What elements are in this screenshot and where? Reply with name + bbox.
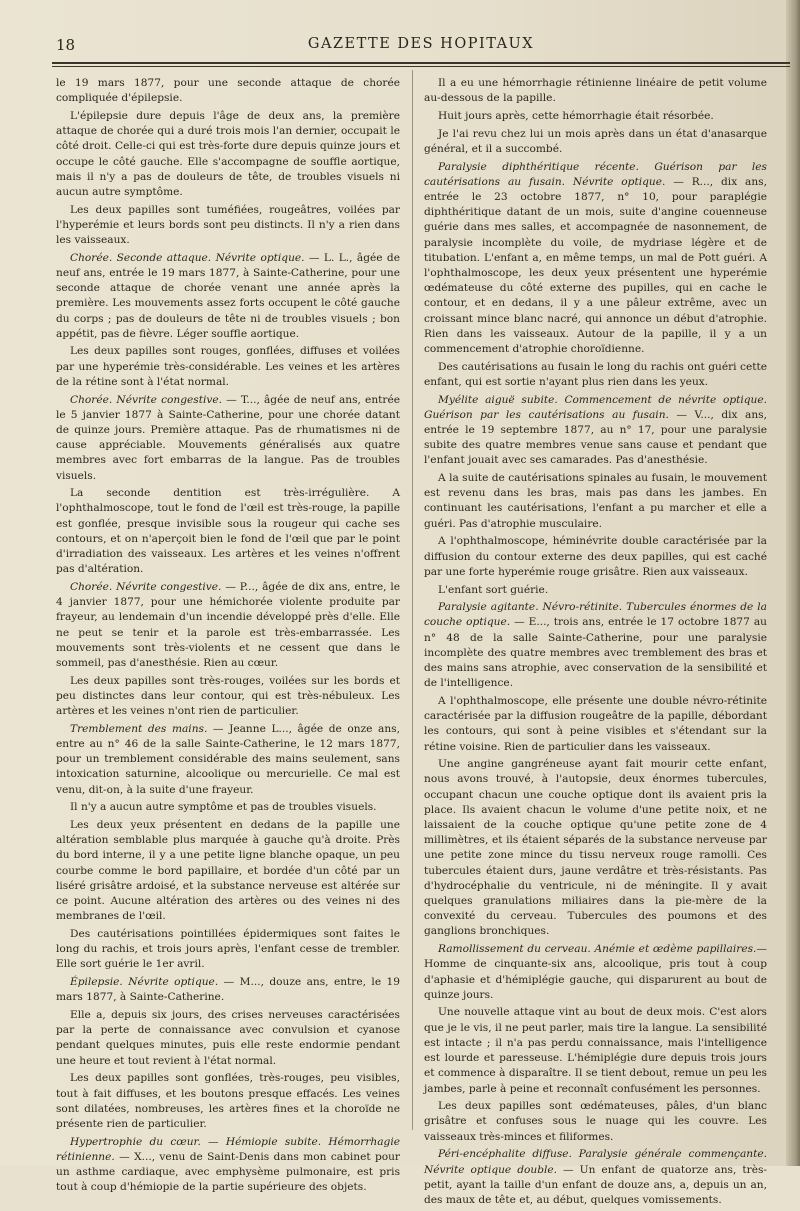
paragraph-text: L'épilepsie dure depuis l'âge de deux ans, la première attaque de chorée qui a duré trois mois l'an dernier, occupait le côté droit. Celle-ci qui est très-forte dure depuis quinze jours et occupe le côté gauche. Elle s'accompagne de souffle aortique, mais il n'y a pas de douleurs de tête, de troubles visuels ni aucun autre symptôme. bbox=[56, 109, 400, 198]
paragraph-text: A l'ophthalmoscope, héminévrite double caractérisée par la diffusion du contour externe des deux papilles, qui est caché par une forte hyperémie rouge grisâtre. Rien aux vaisseaux. bbox=[424, 535, 767, 578]
paragraph bbox=[424, 393, 767, 469]
paragraph-text: Les deux papilles sont très-rouges, voilées sur les bords et peu distinctes dans leur contour, qui est très-nébuleux. Les artères et les veines n'ont rien de particulier. bbox=[56, 674, 400, 718]
paragraph-text: — R..., dix ans, entrée le 23 octobre 1877, n° 10, pour paraplégie diphthéritique datant de un mois, suite d'angine couenneuse guérie dans mes salles, et accompagnée de nasonnement, de paralysie incomplète du voile, de mydriase légère et de titubation. L'enfant a, en même temps, un mal de Pott guéri. A l'ophthalmoscope, les deux yeux présentent une hyperémie œdémateuse du côté externe des pupilles, qui en cache le contour, et en dedans, il y a une pâleur extrême, avec un croissant mince blanc nacré, qui annonce un début d'atrophie. Rien dans les vaisseaux. Autour de la papille, il y a un commencement d'atrophie choroïdienne. bbox=[424, 175, 767, 355]
header-rule-thick bbox=[52, 62, 790, 64]
paragraph-text: le 19 mars 1877, pour une seconde attaque de chorée compliquée d'épilepsie. bbox=[56, 77, 400, 105]
header-rule-thin bbox=[52, 66, 790, 67]
paragraph bbox=[56, 580, 400, 671]
paragraph-text: L'enfant sort guérie. bbox=[438, 583, 549, 596]
paragraph bbox=[56, 203, 400, 249]
paragraph bbox=[424, 360, 767, 390]
paragraph bbox=[56, 674, 400, 720]
paragraph bbox=[56, 393, 400, 484]
paragraph-text: Des cautérisations au fusain le long du rachis ont guéri cette enfant, qui est sortie n'ayant plus rien dans les yeux. bbox=[424, 360, 767, 388]
paragraph bbox=[56, 722, 400, 798]
paragraph bbox=[424, 160, 767, 358]
case-heading: Paralysie agitante. Névro-rétinite. Tubercules énormes de la couche optique. bbox=[424, 601, 767, 629]
page-header bbox=[52, 36, 790, 60]
case-heading: Péri-encéphalite diffuse. Paralysie générale commençante. Névrite optique double. bbox=[424, 1148, 767, 1176]
paragraph-text: A l'ophthalmoscope, elle présente une double névro-rétinite caractérisée par la diffusion rougeâtre de la papille, débordant les contours, qui sont à peine visibles et s'étendant sur la rétine voisine. Rien de particulier dans les vaisseaux. bbox=[424, 694, 767, 753]
case-heading: Épilepsie. Névrite optique. bbox=[70, 976, 219, 989]
paragraph bbox=[424, 1099, 767, 1145]
paragraph-text: Les deux papilles sont gonflées, très-rouges, peu visibles, tout à fait diffuses, et les boutons presque effacés. Les veines sont dilatées, nombreuses, les artères fines et la choroïde ne présente rien de particulier. bbox=[56, 1072, 400, 1130]
left-column bbox=[56, 76, 400, 1198]
paragraph bbox=[424, 109, 767, 124]
paragraph bbox=[56, 818, 400, 924]
case-heading: Hypertrophie du cœur. — Hémiopie subite. Hémorrhagie rétinienne. bbox=[56, 1135, 400, 1163]
paragraph bbox=[424, 1005, 767, 1096]
paragraph bbox=[424, 694, 767, 755]
paragraph-text: Les deux yeux présentent en dedans de la papille une altération semblable plus marquée à gauche qu'à droite. Près du bord interne, il y a une petite ligne blanche opaque, un peu courbe comme le bord papillaire, et bordée d'un côté par un liséré grisâtre ardoisé, et la substance nerveuse est altérée sur ce point. Aucune altération des artères ou des veines ni des membranes de l'œil. bbox=[56, 819, 400, 923]
paragraph-text: Une nouvelle attaque vint au bout de deux mois. C'est alors que je le vis, il ne peut parler, mais tire la langue. La sensibilité est intacte ; il n'a pas perdu connaissance, mais l'intelligence est lourde et paresseuse. L'hémiplégie dure depuis trois jours et commence à disparaître. Il se tient debout, remue un peu les jambes, parle à peine et reconnaît confusément les personnes. bbox=[424, 1006, 767, 1095]
paragraph-text: — L. L., âgée de neuf ans, entrée le 19 mars 1877, à Sainte-Catherine, pour une seconde attaque de chorée venant une année après la première. Les mouvements assez forts occupent le côté gauche du corps ; pas de douleurs de tête ni de troubles visuels ; bon appétit, pas de fièvre. Léger souffle aortique. bbox=[56, 251, 400, 340]
case-heading: Chorée. Seconde attaque. Névrite optique. bbox=[70, 251, 305, 264]
column-divider bbox=[412, 70, 413, 1130]
paragraph-text: Des cautérisations pointillées épidermiques sont faites le long du rachis, et trois jours après, l'enfant cesse de trembler. Elle sort guérie le 1er avril. bbox=[56, 927, 400, 971]
case-heading: Ramollissement du cerveau. Anémie et œdème papillaires. bbox=[438, 943, 757, 956]
case-heading: Myélite aiguë subite. Commencement de névrite optique. Guérison par les cautérisations au fusain. bbox=[424, 393, 767, 421]
paragraph bbox=[56, 1135, 400, 1196]
case-heading: Chorée. Névrite congestive. bbox=[70, 581, 222, 593]
paragraph-text: Il n'y a aucun autre symptôme et pas de troubles visuels. bbox=[70, 801, 377, 814]
case-heading: Paralysie diphthéritique récente. Guérison par les cautérisations au fusain. Névrite optique. bbox=[424, 160, 767, 188]
paragraph-text: Les deux papilles sont tuméfiées, rougeâtres, voilées par l'hyperémie et leurs bords sont peu distincts. Il n'y a rien dans les vaisseaux. bbox=[56, 203, 400, 247]
paragraph bbox=[56, 344, 400, 390]
paragraph-text: —Homme de cinquante-six ans, alcoolique, pris tout à coup d'aphasie et d'hémiplégie gauche, qui disparurent au bout de quinze jours. bbox=[424, 943, 767, 1001]
paragraph bbox=[56, 1071, 400, 1132]
paragraph-text: Les deux papilles sont œdémateuses, pâles, d'un blanc grisâtre et confuses sous le nuage qui les couvre. Les vaisseaux très-minces et filiformes. bbox=[424, 1100, 767, 1143]
paragraph-text: Les deux papilles sont rouges, gonflées, diffuses et voilées par une hyperémie très-considérable. Les veines et les artères de la rétine sont à l'état normal. bbox=[56, 345, 400, 388]
paragraph bbox=[424, 600, 767, 691]
case-heading: Tremblement des mains. bbox=[70, 722, 208, 735]
paragraph-text: — Jeanne L..., âgée de onze ans, entre au n° 46 de la salle Sainte-Catherine, le 12 mars 1877, pour un tremblement considérable des mains seulement, sans intoxication saturnine, alcoolique ou mercurielle. Ce mal est venu, dit-on, à la suite d'une frayeur. bbox=[56, 722, 400, 796]
page-number: 18 bbox=[56, 36, 76, 54]
paragraph-text: — X..., venu de Saint-Denis dans mon cabinet pour un asthme cardiaque, avec emphysème pulmonaire, est pris tout à coup d'hémiopie de la partie supérieure des objets. bbox=[56, 1150, 400, 1194]
paragraph-text: — M..., douze ans, entre, le 19 mars 1877, à Sainte-Catherine. bbox=[56, 976, 400, 1004]
paragraph-text: — T..., âgée de neuf ans, entrée le 5 janvier 1877 à Sainte-Catherine, pour une chorée datant de quinze jours. Première attaque. Pas de rhumatismes ni de cause appréciable. Mouvements généralisés aux quatre membres avec fort embarras de la langue. Pas de troubles visuels. bbox=[56, 393, 400, 482]
paragraph-text: — Un enfant de quatorze ans, très-petit, ayant la taille d'un enfant de douze ans, a, depuis un an, des maux de tête et, au début, quelques vomissements. bbox=[424, 1163, 767, 1206]
paragraph bbox=[424, 1147, 767, 1208]
paragraph bbox=[56, 109, 400, 200]
paragraph bbox=[56, 800, 400, 815]
case-heading: Chorée. Névrite congestive. bbox=[70, 393, 222, 406]
paragraph bbox=[424, 942, 767, 1003]
paragraph bbox=[424, 757, 767, 939]
paragraph bbox=[424, 534, 767, 580]
paragraph-text: Elle a, depuis six jours, des crises nerveuses caractérisées par la perte de connaissance avec convulsion et cyanose pendant quelques minutes, puis elle reste endormie pendant une heure et tout revient à l'état normal. bbox=[56, 1008, 400, 1067]
paragraph bbox=[424, 76, 767, 106]
paragraph bbox=[56, 486, 400, 577]
paragraph-text: — P..., âgée de dix ans, entre, le 4 janvier 1877, pour une hémichorée violente produite par frayeur, au lendemain d'un incendie développé près d'elle. Elle ne peut se tenir et la parole est très-embarrassée. Les mouvements sont très-violents et ne cessent que dans le sommeil, pas d'anesthésie. Rien au cœur. bbox=[56, 581, 401, 670]
paragraph-text: Huit jours après, cette hémorrhagie était résorbée. bbox=[438, 109, 714, 122]
paragraph bbox=[424, 471, 767, 532]
paragraph-text: La seconde dentition est très-irrégulière. A l'ophthalmoscope, tout le fond de l'œil est très-rouge, la papille est gonflée, presque invisible sous la rougeur qui cache ses contours, et on n'aperçoit bien le fond de l'œil que par le point d'irradiation des vaisseaux. Les artères et les veines n'offrent pas d'altération. bbox=[56, 487, 400, 576]
paragraph bbox=[56, 1008, 400, 1069]
paragraph bbox=[424, 583, 767, 598]
paragraph bbox=[56, 927, 400, 973]
page-edge-shadow bbox=[786, 0, 800, 1166]
paragraph bbox=[424, 127, 767, 157]
paragraph bbox=[56, 76, 400, 106]
paragraph-text: Une angine gangréneuse ayant fait mourir cette enfant, nous avons trouvé, à l'autopsie, deux énormes tubercules, occupant chacun une couche optique dont ils avaient pris la place. Ils avaient chacun le volume d'une petite noix, et ne laissaient de la couche optique qu'une petite zone de 4 millimètres, et ils étaient séparés de la substance nerveuse par une petite zone mince du tissu nerveux rouge ramolli. Ces tubercules étaient durs, jaune verdâtre et très-résistants. Pas d'hydrocéphalie du ventricule, ni de méningite. Il y avait quelques granulations miliaires dans la pie-mère de la convexité du cerveau. Tubercules des poumons et des ganglions bronchiques. bbox=[424, 758, 767, 938]
paragraph-text: — E..., trois ans, entrée le 17 octobre 1877 au n° 48 de la salle Sainte-Catherine, pour une paralysie incomplète des quatre membres avec tremblement des bras et des mains sans atrophie, avec conservation de la sensibilité et de l'intelligence. bbox=[424, 616, 767, 690]
paragraph-text: Je l'ai revu chez lui un mois après dans un état d'anasarque général, et il a succombé. bbox=[424, 127, 767, 155]
paragraph-text: Il a eu une hémorrhagie rétinienne linéaire de petit volume au-dessous de la papille. bbox=[424, 77, 767, 105]
paragraph-text: — V..., dix ans, entrée le 19 septembre 1877, au n° 17, pour une paralysie subite des quatre membres venue sans cause et pendant que l'enfant jouait avec ses camarades. Pas d'anesthésie. bbox=[424, 408, 767, 467]
paragraph bbox=[56, 251, 400, 342]
right-column bbox=[424, 76, 767, 1211]
paragraph-text: A la suite de cautérisations spinales au fusain, le mouvement est revenu dans les bras, mais pas dans les jambes. En continuant les cautérisations, l'enfant a pu marcher et elle a guéri. Pas d'atrophie musculaire. bbox=[424, 472, 767, 530]
journal-title: GAZETTE DES HOPITAUX bbox=[307, 36, 535, 52]
paragraph bbox=[56, 975, 400, 1005]
